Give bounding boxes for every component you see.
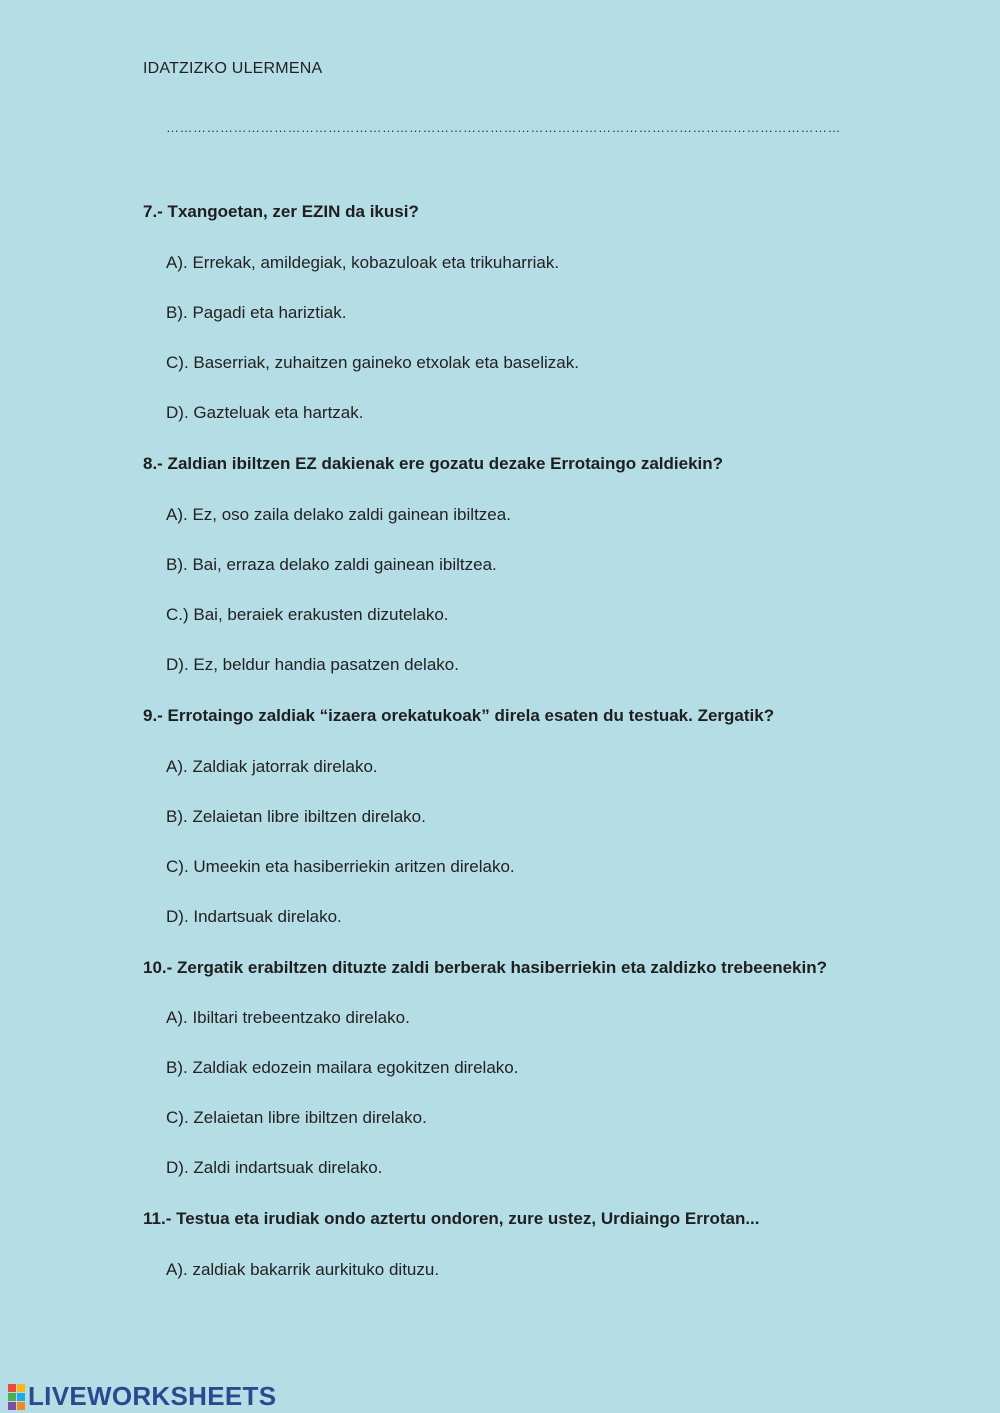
- document-title: IDATZIZKO ULERMENA: [143, 60, 323, 77]
- option-8c[interactable]: C.) Bai, beraiek erakusten dizutelako.: [166, 605, 449, 624]
- option-10b[interactable]: B). Zaldiak edozein mailara egokitzen direlako.: [166, 1058, 519, 1077]
- logo-square-6: [17, 1402, 25, 1410]
- question-11: 11.- Testua eta irudiak ondo aztertu ondoren, zure ustez, Urdiaingo Errotan...: [143, 1209, 760, 1228]
- option-9b[interactable]: B). Zelaietan libre ibiltzen direlako.: [166, 807, 426, 826]
- logo-text: LIVEWORKSHEETS: [28, 1381, 277, 1411]
- option-9a[interactable]: A). Zaldiak jatorrak direlako.: [166, 757, 378, 776]
- liveworksheets-logo-icon: [8, 1384, 25, 1410]
- liveworksheets-logo[interactable]: [8, 1381, 276, 1412]
- question-8: 8.- Zaldian ibiltzen EZ dakienak ere gozatu dezake Errotaingo zaldiekin?: [143, 454, 724, 473]
- option-8d[interactable]: D). Ez, beldur handia pasatzen delako.: [166, 655, 459, 674]
- question-7: 7.- Txangoetan, zer EZIN da ikusi?: [143, 202, 419, 221]
- option-8a[interactable]: A). Ez, oso zaila delako zaldi gainean ibiltzea.: [166, 505, 511, 524]
- logo-square-5: [8, 1402, 16, 1410]
- option-9d[interactable]: D). Indartsuak direlako.: [166, 907, 342, 926]
- option-10d[interactable]: D). Zaldi indartsuak direlako.: [166, 1158, 383, 1177]
- option-8b[interactable]: B). Bai, erraza delako zaldi gainean ibiltzea.: [166, 555, 497, 574]
- option-11a[interactable]: A). zaldiak bakarrik aurkituko dituzu.: [166, 1260, 440, 1279]
- option-7c[interactable]: C). Baserriak, zuhaitzen gaineko etxolak eta baselizak.: [166, 353, 579, 372]
- option-7d[interactable]: D). Gazteluak eta hartzak.: [166, 403, 364, 422]
- option-10a[interactable]: A). Ibiltari trebeentzako direlako.: [166, 1008, 410, 1027]
- logo-square-4: [17, 1393, 25, 1401]
- option-9c[interactable]: C). Umeekin eta hasiberriekin aritzen direlako.: [166, 857, 515, 876]
- logo-square-3: [8, 1393, 16, 1401]
- logo-square-2: [17, 1384, 25, 1392]
- option-7b[interactable]: B). Pagadi eta hariztiak.: [166, 303, 347, 322]
- option-7a[interactable]: A). Errekak, amildegiak, kobazuloak eta trikuharriak.: [166, 253, 560, 272]
- question-9: 9.- Errotaingo zaldiak “izaera orekatukoak” direla esaten du testuak. Zergatik?: [143, 706, 775, 725]
- option-10c[interactable]: C). Zelaietan libre ibiltzen direlako.: [166, 1108, 427, 1127]
- name-line: ……………………………………………………………………………………………………………………………………: [166, 120, 841, 135]
- logo-square-1: [8, 1384, 16, 1392]
- question-10: 10.- Zergatik erabiltzen dituzte zaldi berberak hasiberriekin eta zaldizko trebeenekin?: [143, 958, 827, 977]
